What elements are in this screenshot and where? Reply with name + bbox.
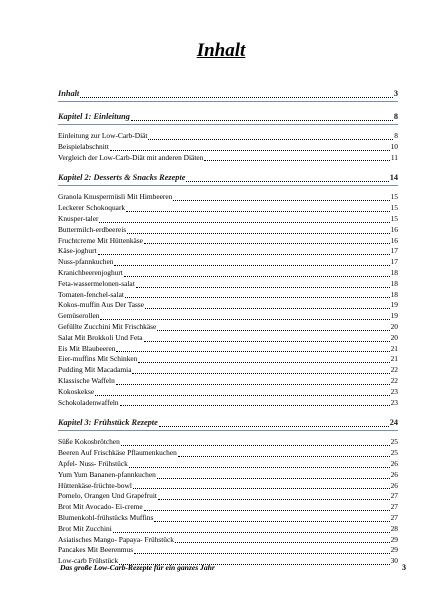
toc-dot-leader xyxy=(148,139,393,140)
toc-entry[interactable] xyxy=(58,257,398,268)
toc-entry[interactable] xyxy=(58,192,398,203)
toc-entry[interactable] xyxy=(58,300,398,311)
toc-entry-page: 27 xyxy=(390,502,398,512)
toc-entry[interactable] xyxy=(58,322,398,333)
toc-dot-leader xyxy=(98,254,390,255)
toc-entry[interactable] xyxy=(58,344,398,355)
toc-chapter-heading[interactable] xyxy=(58,172,398,186)
toc-entry[interactable] xyxy=(58,502,398,513)
toc-heading-label: Inhalt xyxy=(58,89,80,98)
toc-entry[interactable] xyxy=(58,333,398,344)
toc-entry-page: 8 xyxy=(394,131,398,140)
toc-entry-label: Knusper-taler xyxy=(58,213,99,223)
toc-entry-label: Fruchtcreme Mit Hüttenkäse xyxy=(58,235,143,245)
toc-entry-label: Gemüserollen xyxy=(58,311,100,321)
toc-dot-leader xyxy=(204,160,390,161)
toc-entry[interactable] xyxy=(58,354,398,365)
toc-entry-page: 22 xyxy=(390,375,398,385)
toc-entry-label: Salat Mit Brokkoli Und Feta xyxy=(58,332,143,342)
toc-entry[interactable] xyxy=(58,131,398,142)
toc-entry[interactable] xyxy=(58,311,398,322)
toc-entry[interactable] xyxy=(58,203,398,214)
toc-dot-leader xyxy=(159,426,389,427)
toc-entry[interactable] xyxy=(58,481,398,492)
toc-dot-leader xyxy=(100,319,389,320)
toc-chapter-heading[interactable] xyxy=(58,417,398,431)
toc-entry-label: Kokos-muffin Aus Der Tasse xyxy=(58,300,145,310)
toc-entry-page: 29 xyxy=(390,534,398,544)
toc-dot-leader xyxy=(125,297,390,298)
toc-entry-page: 15 xyxy=(390,203,398,213)
toc-dot-leader xyxy=(186,181,388,182)
toc-entry[interactable] xyxy=(58,246,398,257)
toc-entry-label: Schokoladenwaffeln xyxy=(58,397,119,407)
toc-heading-label: Kapitel 3: Frühstück Rezepte xyxy=(58,418,158,428)
toc-entry[interactable] xyxy=(58,459,398,470)
toc-dot-leader xyxy=(127,233,389,234)
toc-entry-label: Kokoskekse xyxy=(58,386,95,396)
toc-dot-leader xyxy=(154,521,389,522)
toc-dot-leader xyxy=(113,532,390,533)
toc-dot-leader xyxy=(110,150,390,151)
toc-dot-leader xyxy=(129,467,390,468)
toc-dot-leader xyxy=(136,287,390,288)
toc-heading-label: Kapitel 2: Desserts & Snacks Rezepte xyxy=(58,173,186,183)
toc-heading-page: 3 xyxy=(393,89,398,98)
toc-entry-page: 26 xyxy=(390,458,398,468)
toc-dot-leader xyxy=(124,276,390,277)
toc-dot-leader xyxy=(114,265,389,266)
toc-entry-label: Beispielabschnitt xyxy=(58,141,109,151)
toc-entry[interactable] xyxy=(58,236,398,247)
footer-book-title: Das große Low-Carb-Rezepte für ein ganzes Jahr xyxy=(60,563,215,572)
toc-entry[interactable] xyxy=(58,470,398,481)
toc-dot-leader xyxy=(158,499,390,500)
toc-entry[interactable] xyxy=(58,535,398,546)
toc-dot-leader xyxy=(132,373,389,374)
toc-entry-label: Pudding Mit Macadamia xyxy=(58,365,132,375)
toc-dot-leader xyxy=(120,405,390,406)
toc-entry-page: 16 xyxy=(390,224,398,234)
table-of-contents xyxy=(58,88,398,576)
toc-entry[interactable] xyxy=(58,142,398,153)
toc-dot-leader xyxy=(126,211,390,212)
toc-entry-page: 19 xyxy=(390,300,398,310)
toc-entry-label: Klassische Waffeln xyxy=(58,375,115,385)
toc-entry[interactable] xyxy=(58,448,398,459)
toc-dot-leader xyxy=(133,488,390,489)
toc-dot-leader xyxy=(175,542,390,543)
toc-entry-label: Brot Mit Avocado- Ei-creme xyxy=(58,502,143,512)
toc-section xyxy=(58,88,398,102)
toc-entry-label: Tomaten-fenchel-salat xyxy=(58,289,124,299)
toc-entry-label: Gefüllte Zucchini Mit Frischkäse xyxy=(58,321,157,331)
toc-heading-page: 8 xyxy=(393,112,398,121)
toc-entry[interactable] xyxy=(58,279,398,290)
toc-entry-page: 20 xyxy=(390,332,398,342)
toc-entry-label: Brot Mit Zucchini xyxy=(58,523,112,533)
toc-entry-page: 27 xyxy=(390,491,398,501)
toc-chapter-heading[interactable] xyxy=(58,111,398,125)
toc-entry[interactable] xyxy=(58,545,398,556)
toc-entry[interactable] xyxy=(58,290,398,301)
toc-entry-page: 25 xyxy=(390,448,398,458)
page-footer xyxy=(60,563,406,572)
toc-dot-leader xyxy=(157,330,389,331)
toc-entry-page: 22 xyxy=(390,365,398,375)
toc-entry[interactable] xyxy=(58,376,398,387)
toc-dot-leader xyxy=(99,222,389,223)
toc-dot-leader xyxy=(145,308,390,309)
toc-heading-page: 14 xyxy=(389,173,398,183)
toc-entry-page: 27 xyxy=(390,512,398,522)
toc-entry[interactable] xyxy=(58,513,398,524)
toc-entry-label: Süße Kokosbrötchen xyxy=(58,437,120,447)
toc-entry-label: Kranichbeerenjoghurt xyxy=(58,267,123,277)
toc-entry-page: 23 xyxy=(390,397,398,407)
toc-entry-label: Asiatisches Mango- Papaya- Frühstück xyxy=(58,534,174,544)
toc-entry[interactable] xyxy=(58,153,398,164)
toc-entry-label: Granola Knuspermüsli Mit Himbeeren xyxy=(58,192,173,202)
toc-entry-page: 23 xyxy=(390,386,398,396)
toc-entry-page: 18 xyxy=(390,267,398,277)
toc-entry-page: 17 xyxy=(390,257,398,267)
toc-entry[interactable] xyxy=(58,524,398,535)
toc-entry[interactable] xyxy=(58,214,398,225)
toc-entry-page: 30 xyxy=(390,556,398,566)
toc-dot-leader xyxy=(144,243,390,244)
toc-entry-page: 25 xyxy=(390,437,398,447)
toc-entry-page: 15 xyxy=(390,192,398,202)
toc-dot-leader xyxy=(131,120,393,121)
toc-dot-leader xyxy=(173,200,389,201)
toc-entry-page: 18 xyxy=(390,278,398,288)
toc-entry-label: Eis Mit Blaubeeren xyxy=(58,343,116,353)
toc-entry-label: Leckerer Schokoquark xyxy=(58,203,126,213)
toc-entry-page: 10 xyxy=(390,141,398,151)
toc-entry-label: Eier-muffins Mit Schinken xyxy=(58,354,138,364)
toc-entry-label: Blumenkohl-frühstücks Muffins xyxy=(58,512,154,522)
footer-page-number: 3 xyxy=(402,563,406,572)
toc-chapter-heading[interactable] xyxy=(58,88,398,102)
toc-section xyxy=(58,417,398,567)
toc-entry-page: 21 xyxy=(390,354,398,364)
toc-dot-leader xyxy=(80,97,393,98)
toc-entry[interactable] xyxy=(58,398,398,409)
toc-entry-label: Buttermilch-erdbeereis xyxy=(58,224,127,234)
toc-entry[interactable] xyxy=(58,365,398,376)
toc-section xyxy=(58,172,398,408)
toc-entry-page: 20 xyxy=(390,321,398,331)
toc-entry-label: Einleitung zur Low-Carb-Diät xyxy=(58,131,148,140)
toc-entry-page: 16 xyxy=(390,235,398,245)
toc-dot-leader xyxy=(95,395,389,396)
toc-entry[interactable] xyxy=(58,268,398,279)
toc-entry-label: Low-carb Frühstück xyxy=(58,556,119,566)
toc-dot-leader xyxy=(116,384,390,385)
toc-entry-label: Pomelo, Orangen Und Grapefruit xyxy=(58,491,157,501)
toc-entry-label: Käse-joghurt xyxy=(58,246,97,256)
toc-dot-leader xyxy=(134,553,389,554)
toc-entry-page: 18 xyxy=(390,289,398,299)
toc-entry-page: 26 xyxy=(390,480,398,490)
toc-entry-page: 29 xyxy=(390,545,398,555)
page-title: Inhalt xyxy=(196,40,246,61)
toc-entry-page: 28 xyxy=(390,523,398,533)
toc-entry[interactable] xyxy=(58,225,398,236)
toc-heading-page: 24 xyxy=(389,418,398,428)
toc-entry-page: 11 xyxy=(390,152,398,162)
toc-entry-page: 15 xyxy=(390,213,398,223)
toc-entry-label: Apfel- Nuss- Frühstück xyxy=(58,458,128,468)
toc-entry-label: Feta-wassermelonen-salat xyxy=(58,278,135,288)
toc-entry-page: 21 xyxy=(390,343,398,353)
toc-entry[interactable] xyxy=(58,437,398,448)
toc-entry-label: Pancakes Mit Beerenmus xyxy=(58,545,134,555)
toc-entry-page: 17 xyxy=(390,246,398,256)
toc-dot-leader xyxy=(157,478,390,479)
toc-entry-label: Hüttenkäse-früchte-bowl xyxy=(58,480,132,490)
toc-dot-leader xyxy=(178,456,390,457)
toc-entry-label: Nuss-pfannkuchen xyxy=(58,257,114,267)
toc-dot-leader xyxy=(138,362,389,363)
toc-entry-label: Vergleich der Low-Carb-Diät mit anderen Diäten xyxy=(58,152,204,162)
toc-entry[interactable] xyxy=(58,387,398,398)
toc-entry-label: Beeren Auf Frischkäse Pflaumenkuchen xyxy=(58,448,177,458)
toc-dot-leader xyxy=(144,341,390,342)
toc-entry[interactable] xyxy=(58,491,398,502)
toc-heading-label: Kapitel 1: Einleitung xyxy=(58,112,130,121)
toc-dot-leader xyxy=(116,351,389,352)
toc-entry-page: 19 xyxy=(390,311,398,321)
toc-entry-label: Yum Yum Bananen-pfannkuchen xyxy=(58,469,156,479)
toc-section xyxy=(58,111,398,163)
toc-dot-leader xyxy=(121,445,390,446)
toc-dot-leader xyxy=(144,510,390,511)
toc-entry-page: 26 xyxy=(390,469,398,479)
